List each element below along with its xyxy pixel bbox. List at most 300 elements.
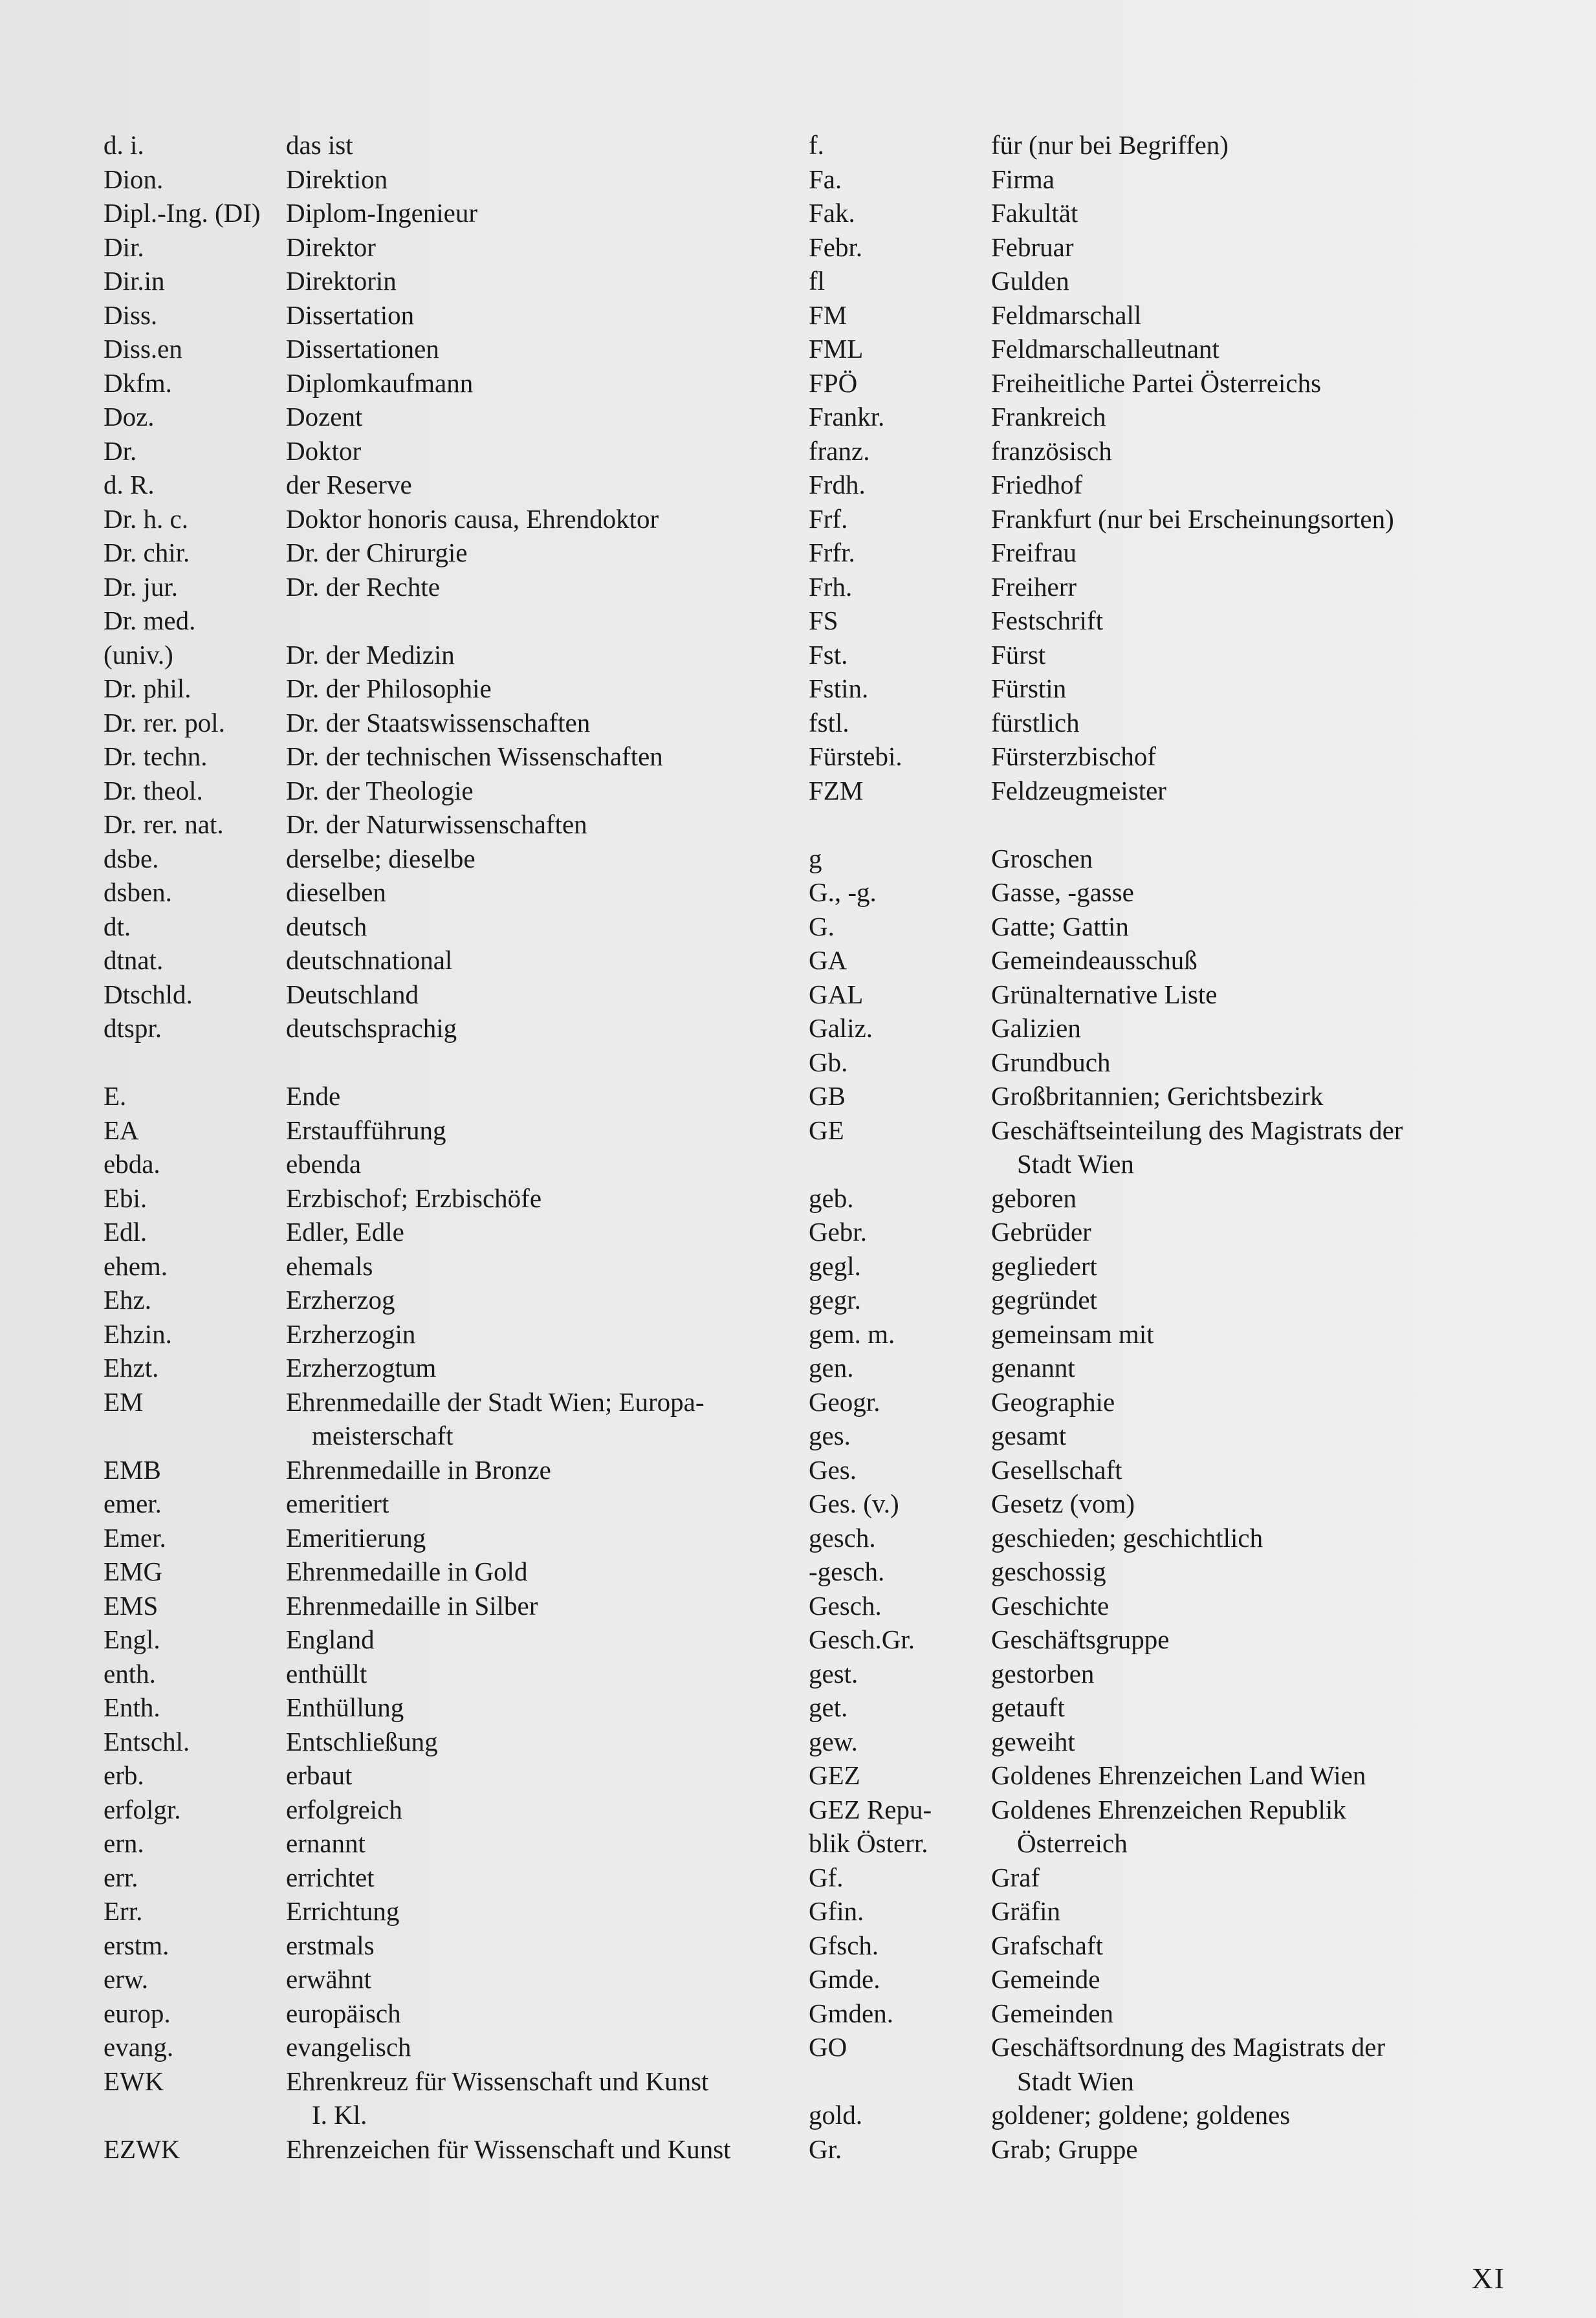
abbreviation-entry	[809, 400, 1559, 434]
abbreviation-entry	[809, 1487, 1559, 1521]
abbreviation-meaning: Graf	[991, 1862, 1040, 1892]
abbreviation: geb.	[809, 1183, 854, 1213]
abbreviation-entry	[809, 1521, 1559, 1555]
abbreviation: Frdh.	[809, 470, 866, 499]
abbreviation-entry	[809, 842, 1559, 876]
abbreviation: Fak.	[809, 198, 855, 228]
abbreviation-meaning: Erzbischof; Erzbischöfe	[286, 1183, 542, 1213]
abbreviation-entry	[104, 1996, 776, 2031]
abbreviation: ern.	[104, 1828, 144, 1858]
abbreviation: GB	[809, 1081, 846, 1111]
abbreviation: Diss.en	[104, 334, 182, 364]
abbreviation-entry	[104, 264, 776, 298]
abbreviation-entry	[104, 1453, 776, 1487]
abbreviation: EMB	[104, 1454, 161, 1485]
abbreviation-entry	[809, 1079, 1559, 1113]
abbreviation: dtspr.	[104, 1013, 162, 1043]
abbreviation: d. R.	[104, 470, 155, 499]
abbreviation-meaning: geschossig	[991, 1557, 1106, 1586]
abbreviation-meaning: Fakultät	[991, 198, 1078, 228]
abbreviation-entry	[809, 1758, 1559, 1793]
abbreviation: Err.	[104, 1896, 143, 1926]
abbreviation: Dr. phil.	[104, 673, 191, 703]
abbreviation: ebda.	[104, 1149, 160, 1179]
abbreviation-meaning: Geographie	[991, 1386, 1115, 1417]
abbreviation-entry	[104, 1555, 776, 1589]
abbreviation: err.	[104, 1862, 138, 1892]
abbreviation-entry	[809, 196, 1559, 230]
abbreviation-meaning: Doktor	[286, 435, 362, 466]
abbreviation	[104, 2098, 286, 2132]
abbreviation-entry	[104, 638, 776, 672]
abbreviation-entry	[104, 1929, 776, 1963]
abbreviation-entry	[104, 196, 776, 230]
abbreviation-meaning: Firma	[991, 164, 1055, 194]
abbreviation-meaning: deutschnational	[286, 945, 453, 975]
abbreviation: Entschl.	[104, 1726, 190, 1756]
abbreviation-meaning: Gebrüder	[991, 1217, 1091, 1247]
abbreviation-meaning: Dr. der technischen Wissenschaften	[286, 741, 663, 771]
abbreviation: gew.	[809, 1726, 858, 1756]
abbreviation-meaning: enthüllt	[286, 1658, 367, 1689]
abbreviation: Dir.	[104, 232, 144, 262]
abbreviation-entry	[104, 1317, 776, 1351]
abbreviation-meaning: gesamt	[991, 1421, 1067, 1450]
abbreviation-entry	[809, 1113, 1559, 1148]
abbreviation-meaning: geweiht	[991, 1726, 1075, 1756]
abbreviation-entry	[104, 2132, 776, 2167]
abbreviation-entry	[809, 1351, 1559, 1385]
abbreviation: FZM	[809, 775, 864, 805]
abbreviation-meaning: Ehrenmedaille in Gold	[286, 1557, 528, 1586]
abbreviation-meaning: deutschsprachig	[286, 1013, 457, 1043]
abbreviation-entry	[104, 2064, 776, 2099]
abbreviation-meaning: goldener; goldene; goldenes	[991, 2100, 1291, 2130]
abbreviation-entry	[809, 1725, 1559, 1759]
abbreviation: Emer.	[104, 1522, 166, 1553]
abbreviation-entry	[809, 502, 1559, 536]
abbreviation: dsben.	[104, 877, 172, 907]
abbreviation-entry	[104, 1826, 776, 1861]
abbreviation: Enth.	[104, 1692, 160, 1722]
abbreviation-meaning: Dozent	[286, 402, 363, 432]
abbreviation: fstl.	[809, 707, 849, 738]
abbreviation-meaning: Gulden	[991, 266, 1069, 296]
abbreviation: Dipl.-Ing. (DI)	[104, 198, 261, 228]
abbreviation-entry	[809, 706, 1559, 740]
abbreviation: gest.	[809, 1658, 858, 1689]
abbreviation-entry	[809, 1147, 1559, 1181]
abbreviation-meaning: Erzherzogtum	[286, 1353, 437, 1383]
abbreviation: ehem.	[104, 1251, 168, 1281]
abbreviation: f.	[809, 130, 824, 160]
abbreviation-meaning: Gemeinden	[991, 1998, 1113, 2028]
abbreviation-entry	[809, 1181, 1559, 1216]
abbreviation-entry	[809, 1929, 1559, 1963]
abbreviation-entry	[809, 1385, 1559, 1419]
abbreviation-entry	[104, 672, 776, 706]
abbreviation: Gesch.	[809, 1590, 882, 1621]
abbreviation-meaning: Februar	[991, 232, 1074, 262]
abbreviation-meaning: meisterschaft	[312, 1421, 454, 1450]
abbreviation: Frf.	[809, 503, 848, 534]
abbreviation: d. i.	[104, 130, 144, 160]
abbreviation-meaning: gestorben	[991, 1658, 1095, 1689]
abbreviation-meaning: Emeritierung	[286, 1522, 426, 1553]
abbreviation-entry	[104, 502, 776, 536]
abbreviation: gem. m.	[809, 1318, 895, 1349]
abbreviation-entry	[809, 1215, 1559, 1249]
section-gap	[809, 807, 1559, 842]
abbreviation: EM	[104, 1386, 144, 1417]
abbreviation-entry	[104, 807, 776, 842]
page-number: XI	[1471, 2262, 1505, 2295]
abbreviation-entry	[809, 604, 1559, 638]
abbreviation-meaning: Dr. der Chirurgie	[286, 538, 468, 567]
abbreviation: erstm.	[104, 1930, 169, 1960]
abbreviation	[809, 2064, 991, 2099]
abbreviation-entry	[104, 1894, 776, 1929]
abbreviation-entry	[104, 536, 776, 570]
abbreviation-entry	[104, 1113, 776, 1148]
abbreviation-meaning: Feldzeugmeister	[991, 775, 1166, 805]
abbreviation-meaning: I. Kl.	[312, 2100, 367, 2130]
abbreviation-meaning: gegründet	[991, 1285, 1097, 1315]
abbreviation: Dir.in	[104, 266, 165, 296]
abbreviation-meaning: Ende	[286, 1081, 341, 1111]
abbreviation-meaning: Erzherzog	[286, 1285, 395, 1315]
abbreviation-entry	[104, 1487, 776, 1521]
abbreviation-meaning: Ehrenmedaille der Stadt Wien; Europa-	[286, 1386, 705, 1417]
abbreviation: GE	[809, 1115, 844, 1145]
abbreviation: europ.	[104, 1998, 171, 2028]
abbreviation-meaning: Galizien	[991, 1013, 1081, 1043]
abbreviation: erw.	[104, 1964, 149, 1994]
abbreviation: GEZ	[809, 1760, 860, 1790]
abbreviation: Gb.	[809, 1047, 848, 1077]
abbreviation-meaning: ernannt	[286, 1828, 366, 1858]
abbreviation-meaning: erstmals	[286, 1930, 375, 1960]
abbreviation-meaning: genannt	[991, 1353, 1075, 1383]
abbreviation-meaning: Erzherzogin	[286, 1318, 416, 1349]
abbreviation-meaning: Entschließung	[286, 1726, 438, 1756]
abbreviation-entry	[104, 875, 776, 910]
abbreviation-column-right	[809, 128, 1559, 2166]
abbreviation-meaning: Ehrenmedaille in Silber	[286, 1590, 538, 1621]
abbreviation-meaning: Grafschaft	[991, 1930, 1104, 1960]
abbreviation-meaning: getauft	[991, 1692, 1065, 1722]
abbreviation: (univ.)	[104, 639, 173, 670]
abbreviation: Gr.	[809, 2134, 842, 2164]
abbreviation: FS	[809, 606, 838, 635]
abbreviation-entry	[809, 1453, 1559, 1487]
abbreviation-entry	[104, 1725, 776, 1759]
abbreviation-meaning: Direktor	[286, 232, 376, 262]
abbreviation: gold.	[809, 2100, 863, 2130]
abbreviation: EA	[104, 1115, 139, 1145]
abbreviation	[104, 1419, 286, 1453]
abbreviation-meaning: Ehrenkreuz für Wissenschaft und Kunst	[286, 2066, 709, 2096]
abbreviation-entry	[104, 1419, 776, 1453]
abbreviation-meaning: Enthüllung	[286, 1692, 404, 1722]
abbreviation-entry	[809, 2132, 1559, 2167]
abbreviation-entry	[104, 128, 776, 162]
abbreviation-meaning: fürstlich	[991, 707, 1080, 738]
abbreviation: evang.	[104, 2032, 174, 2062]
abbreviation: Gmden.	[809, 1998, 893, 2028]
abbreviation-entry	[809, 774, 1559, 808]
abbreviation: Frfr.	[809, 538, 855, 567]
abbreviation: gesch.	[809, 1522, 876, 1553]
abbreviation: Ges.	[809, 1454, 857, 1485]
abbreviation-meaning: Gemeinde	[991, 1964, 1100, 1994]
abbreviation-meaning: Goldenes Ehrenzeichen Land Wien	[991, 1760, 1366, 1790]
abbreviation-meaning: gemeinsam mit	[991, 1318, 1154, 1349]
abbreviation: Gfin.	[809, 1896, 864, 1926]
abbreviation-entry	[809, 910, 1559, 944]
abbreviation: Geogr.	[809, 1386, 880, 1417]
abbreviation-entry	[104, 842, 776, 876]
abbreviation-meaning: Ehrenmedaille in Bronze	[286, 1454, 551, 1485]
abbreviation-meaning: Österreich	[1017, 1828, 1128, 1858]
abbreviation-entry	[809, 128, 1559, 162]
abbreviation-meaning: deutsch	[286, 911, 367, 941]
abbreviation-entry	[104, 1147, 776, 1181]
abbreviation-meaning: Fürst	[991, 639, 1046, 670]
abbreviation-entry	[104, 1079, 776, 1113]
abbreviation-entry	[104, 1385, 776, 1419]
abbreviation-meaning: Diplomkaufmann	[286, 367, 474, 398]
abbreviation-entry	[104, 1793, 776, 1827]
abbreviation: Ehzin.	[104, 1318, 172, 1349]
abbreviation-entry	[104, 1657, 776, 1691]
abbreviation-entry	[809, 1555, 1559, 1589]
abbreviation-entry	[809, 1623, 1559, 1657]
abbreviation: Dion.	[104, 164, 164, 194]
abbreviation-meaning: Edler, Edle	[286, 1217, 404, 1247]
abbreviation-entry	[809, 739, 1559, 774]
abbreviation: dsbe.	[104, 843, 159, 873]
abbreviation: Dr. chir.	[104, 538, 190, 567]
abbreviation-entry	[104, 1351, 776, 1385]
abbreviation-meaning: französisch	[991, 435, 1112, 466]
abbreviation-meaning: Doktor honoris causa, Ehrendoktor	[286, 503, 659, 534]
abbreviation-entry	[104, 1623, 776, 1657]
abbreviation-meaning: Großbritannien; Gerichtsbezirk	[991, 1081, 1324, 1111]
abbreviation: EMG	[104, 1557, 163, 1586]
abbreviation-entry	[809, 434, 1559, 468]
abbreviation-entry	[809, 1011, 1559, 1045]
abbreviation: Gf.	[809, 1862, 844, 1892]
abbreviation: blik Österr.	[809, 1828, 928, 1858]
abbreviation: Doz.	[104, 402, 155, 432]
abbreviation-meaning: dieselben	[286, 877, 386, 907]
abbreviation-meaning: emeritiert	[286, 1489, 389, 1518]
abbreviation: franz.	[809, 435, 870, 466]
abbreviation: FM	[809, 300, 847, 330]
abbreviation-entry	[809, 1861, 1559, 1895]
abbreviation-meaning: Fürstin	[991, 673, 1067, 703]
abbreviation-meaning: Errichtung	[286, 1896, 400, 1926]
abbreviation-entry	[104, 468, 776, 502]
abbreviation-entry	[809, 298, 1559, 333]
abbreviation-entry	[104, 366, 776, 400]
abbreviation-meaning: Friedhof	[991, 470, 1083, 499]
abbreviation: Dr.	[104, 435, 137, 466]
abbreviation: g	[809, 843, 822, 873]
abbreviation-entry	[104, 2030, 776, 2064]
abbreviation-meaning: Dissertationen	[286, 334, 439, 364]
abbreviation-meaning: Grünalternative Liste	[991, 979, 1218, 1009]
abbreviation-entry	[809, 1690, 1559, 1725]
abbreviation: erfolgr.	[104, 1794, 181, 1824]
abbreviation-entry	[809, 943, 1559, 978]
abbreviation-meaning: Dr. der Naturwissenschaften	[286, 809, 587, 839]
abbreviation-entry	[104, 434, 776, 468]
abbreviation: -gesch.	[809, 1557, 885, 1586]
abbreviation-meaning: Geschichte	[991, 1590, 1110, 1621]
abbreviation-meaning: Goldenes Ehrenzeichen Republik	[991, 1794, 1346, 1824]
abbreviation: G.	[809, 911, 835, 941]
abbreviation: GEZ Repu-	[809, 1794, 932, 1824]
abbreviation-entry	[809, 2030, 1559, 2064]
abbreviation-entry	[104, 910, 776, 944]
abbreviation: Ges. (v.)	[809, 1489, 899, 1518]
abbreviation-entry	[104, 1011, 776, 1045]
abbreviation: Ebi.	[104, 1183, 148, 1213]
abbreviation-entry	[809, 638, 1559, 672]
abbreviation-meaning: Frankreich	[991, 402, 1106, 432]
abbreviation-meaning: Stadt Wien	[1017, 2066, 1134, 2096]
abbreviation-entry	[809, 264, 1559, 298]
abbreviation-meaning: Grab; Gruppe	[991, 2134, 1138, 2164]
abbreviation-meaning: Grundbuch	[991, 1047, 1111, 1077]
abbreviation-entry	[809, 332, 1559, 366]
abbreviation-meaning: Geschäftsgruppe	[991, 1624, 1170, 1654]
abbreviation-entry	[104, 1521, 776, 1555]
abbreviation-meaning: das ist	[286, 130, 353, 160]
abbreviation-entry	[104, 332, 776, 366]
abbreviation: dt.	[104, 911, 131, 941]
abbreviation-meaning: Dr. der Medizin	[286, 639, 455, 670]
abbreviation: gen.	[809, 1353, 854, 1383]
abbreviation-entry	[104, 162, 776, 197]
abbreviation: Gesch.Gr.	[809, 1624, 915, 1654]
abbreviation: G., -g.	[809, 877, 877, 907]
abbreviation-meaning: geschieden; geschichtlich	[991, 1522, 1263, 1553]
section-gap	[104, 1045, 776, 1080]
abbreviation-meaning: Dr. der Rechte	[286, 571, 440, 602]
abbreviation: get.	[809, 1692, 848, 1722]
abbreviation: Dr. rer. pol.	[104, 707, 225, 738]
abbreviation: Engl.	[104, 1624, 160, 1654]
abbreviation-meaning: der Reserve	[286, 470, 412, 499]
abbreviation-meaning: errichtet	[286, 1862, 375, 1892]
abbreviation-entry	[809, 468, 1559, 502]
abbreviation: Gfsch.	[809, 1930, 879, 1960]
abbreviation-entry	[104, 604, 776, 638]
abbreviation-meaning: Diplom-Ingenieur	[286, 198, 478, 228]
abbreviation-meaning: Fürsterzbischof	[991, 741, 1157, 771]
abbreviation: Dtschld.	[104, 979, 193, 1009]
abbreviation-entry	[809, 162, 1559, 197]
abbreviation-meaning: Deutschland	[286, 979, 419, 1009]
abbreviation-entry	[809, 570, 1559, 604]
abbreviation-entry	[809, 536, 1559, 570]
abbreviation: Fa.	[809, 164, 842, 194]
abbreviation-meaning: Dr. der Philosophie	[286, 673, 492, 703]
abbreviation: Ehzt.	[104, 1353, 159, 1383]
abbreviation-entry	[104, 1283, 776, 1317]
abbreviation-entry	[809, 1589, 1559, 1623]
abbreviation-entry	[809, 2064, 1559, 2099]
abbreviation-meaning: derselbe; dieselbe	[286, 843, 476, 873]
abbreviation: Edl.	[104, 1217, 148, 1247]
abbreviation: FML	[809, 334, 864, 364]
abbreviation-entry	[104, 2098, 776, 2132]
abbreviation: EMS	[104, 1590, 159, 1621]
abbreviation-entry	[809, 1283, 1559, 1317]
abbreviation-entry	[104, 400, 776, 434]
abbreviation-entry	[104, 1962, 776, 1996]
abbreviation-entry	[809, 978, 1559, 1012]
abbreviation-entry	[809, 230, 1559, 265]
abbreviation-meaning: England	[286, 1624, 375, 1654]
abbreviation-entry	[809, 2098, 1559, 2132]
abbreviation-entry	[809, 1657, 1559, 1691]
abbreviation-entry	[809, 1996, 1559, 2031]
abbreviation: GAL	[809, 979, 864, 1009]
abbreviation-entry	[104, 1861, 776, 1895]
abbreviation-meaning: Dr. der Staatswissenschaften	[286, 707, 591, 738]
abbreviation: Fst.	[809, 639, 848, 670]
abbreviation-entry	[104, 230, 776, 265]
abbreviation-meaning: Dissertation	[286, 300, 415, 330]
abbreviation: Frankr.	[809, 402, 885, 432]
abbreviation: Dr. jur.	[104, 571, 179, 602]
abbreviation: dtnat.	[104, 945, 164, 975]
abbreviation-meaning: Gatte; Gattin	[991, 911, 1129, 941]
abbreviation-meaning: Feldmarschall	[991, 300, 1142, 330]
abbreviation-meaning: Geschäftsordnung des Magistrats der	[991, 2032, 1386, 2062]
abbreviation: ges.	[809, 1421, 851, 1450]
abbreviation-column-left	[104, 128, 776, 2166]
abbreviation-entry	[809, 1317, 1559, 1351]
abbreviation-meaning: Gesellschaft	[991, 1454, 1122, 1485]
abbreviation: EWK	[104, 2066, 164, 2096]
abbreviation: Diss.	[104, 300, 158, 330]
abbreviation-entry	[809, 1249, 1559, 1284]
abbreviation-meaning: Feldmarschalleutnant	[991, 334, 1219, 364]
abbreviation-entry	[104, 774, 776, 808]
abbreviation-entry	[104, 943, 776, 978]
abbreviation-entry	[809, 1894, 1559, 1929]
abbreviation-entry	[104, 1181, 776, 1216]
abbreviation-meaning: erfolgreich	[286, 1794, 402, 1824]
abbreviation: enth.	[104, 1658, 156, 1689]
abbreviation-entry	[809, 366, 1559, 400]
abbreviation-entry	[104, 739, 776, 774]
abbreviation-entry	[104, 570, 776, 604]
abbreviation-entry	[104, 706, 776, 740]
abbreviation: Dr. techn.	[104, 741, 208, 771]
abbreviation	[809, 1147, 991, 1181]
abbreviation-meaning: geboren	[991, 1183, 1077, 1213]
abbreviation: E.	[104, 1081, 127, 1111]
abbreviation-meaning: Gesetz (vom)	[991, 1489, 1135, 1518]
abbreviation-meaning: für (nur bei Begriffen)	[991, 130, 1229, 160]
abbreviation: Gebr.	[809, 1217, 867, 1247]
